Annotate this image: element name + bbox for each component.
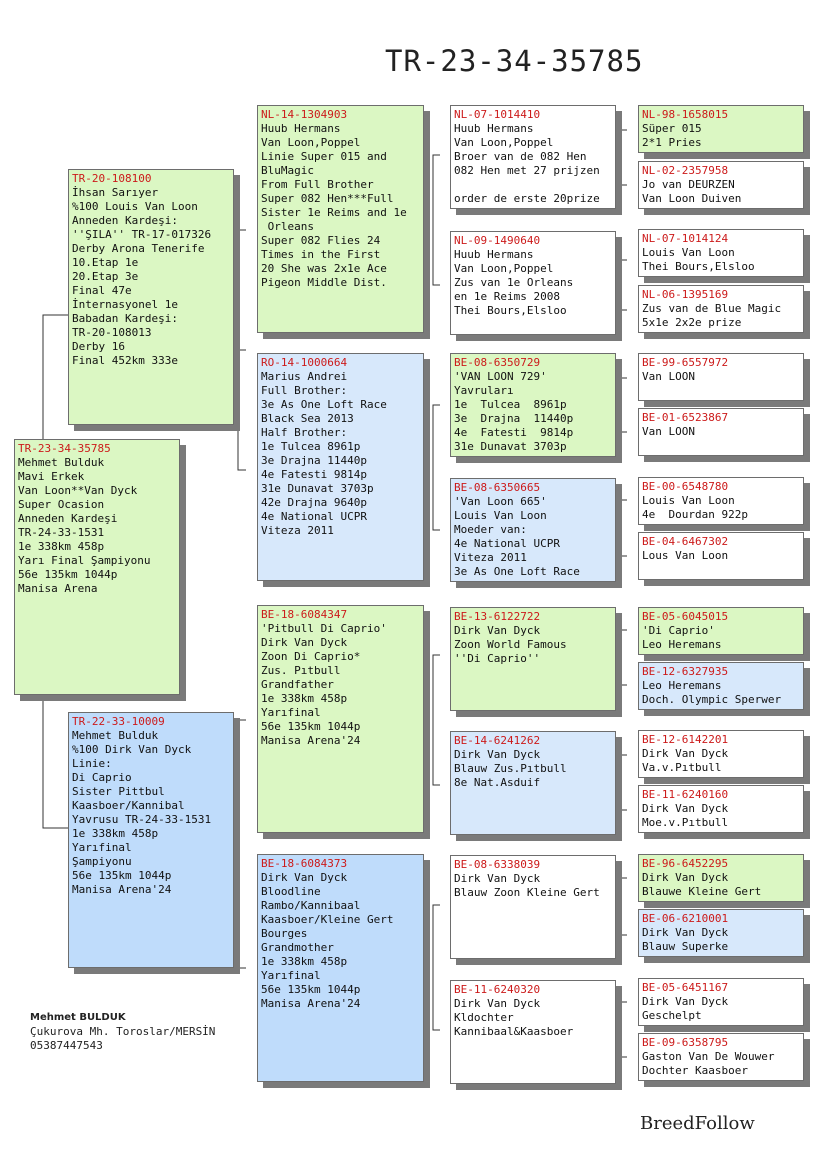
pigeon-info-line: 20 She was 2x1e Ace xyxy=(261,262,387,275)
pigeon-info-line: Van Loon Duiven xyxy=(642,192,742,205)
pigeon-info-line: ''Di Caprio'' xyxy=(454,652,541,665)
pigeon-info-line: Half Brother: xyxy=(261,426,348,439)
pigeon-card-g5-16 xyxy=(638,1033,804,1081)
pigeon-info-line: Super Ocasion xyxy=(18,498,105,511)
pigeon-info-line: Kldochter xyxy=(454,1011,514,1024)
pigeon-info-line: Grandmother xyxy=(261,941,334,954)
pigeon-info-line: Dirk Van Dyck xyxy=(261,871,348,884)
pigeon-card-dam-dam xyxy=(257,854,424,1082)
brand-logo-text: BreedFollow xyxy=(640,1113,755,1134)
ring-number: BE-01-6523867 xyxy=(642,411,729,424)
pigeon-info-line: 'Pitbull Di Caprio' xyxy=(261,622,387,635)
pigeon-card-sire-dam xyxy=(257,353,424,581)
pigeon-info-line: 20.Etap 3e xyxy=(72,270,139,283)
pigeon-info-line: 'VAN LOON 729' xyxy=(454,370,547,383)
pigeon-card-g5-11 xyxy=(638,730,804,778)
pigeon-info-line: Linie: xyxy=(72,757,112,770)
pigeon-info-line: From Full Brother xyxy=(261,178,374,191)
pigeon-info-line: Van Loon**Van Dyck xyxy=(18,484,138,497)
pigeon-card-sss xyxy=(450,105,616,209)
pigeon-info-line: Dirk Van Dyck xyxy=(454,624,541,637)
pigeon-info-line: Yavrusu TR-24-33-1531 xyxy=(72,813,212,826)
pigeon-info-line: Babadan Kardeşi: xyxy=(72,312,178,325)
pigeon-card-ssd xyxy=(450,231,616,335)
pigeon-info-line: Dirk Van Dyck xyxy=(261,636,348,649)
ring-number: TR-22-33-10009 xyxy=(72,715,165,728)
ring-number: RO-14-1000664 xyxy=(261,356,348,369)
pigeon-card-g5-13 xyxy=(638,854,804,902)
pigeon-info-line: 4e Fatesti 9814p xyxy=(261,468,367,481)
pigeon-info-line: Mehmet Bulduk xyxy=(72,729,159,742)
ring-number: BE-13-6122722 xyxy=(454,610,541,623)
pigeon-info-line: Yarı Final Şampiyonu xyxy=(18,554,151,567)
pigeon-info-line: 2*1 Pries xyxy=(642,136,702,149)
pigeon-info-line: Louis Van Loon xyxy=(642,246,735,259)
pigeon-info-line: Manisa Arena'24 xyxy=(261,997,361,1010)
pigeon-info-line: Bourges xyxy=(261,927,308,940)
pigeon-info-line: Van Loon,Poppel xyxy=(261,136,361,149)
pigeon-info-line: Dirk Van Dyck xyxy=(642,926,729,939)
pigeon-card-g5-8 xyxy=(638,532,804,580)
pigeon-info-line: 4e Fatesti 9814p xyxy=(454,426,574,439)
pigeon-info-line: Sister 1e Reims and 1e xyxy=(261,206,407,219)
pigeon-info-line: 4e Dourdan 922p xyxy=(642,508,748,521)
pigeon-info-line: Di Caprio xyxy=(72,771,132,784)
pigeon-card-dsd xyxy=(450,731,616,835)
pigeon-card-g5-4 xyxy=(638,285,804,333)
pigeon-card-g5-15 xyxy=(638,978,804,1026)
pigeon-card-g5-14 xyxy=(638,909,804,957)
pigeon-info-line: Van Loon,Poppel xyxy=(454,136,554,149)
pigeon-info-line: Dochter Kaasboer xyxy=(642,1064,748,1077)
pigeon-card-root xyxy=(14,439,180,695)
ring-number: BE-05-6451167 xyxy=(642,981,729,994)
pigeon-info-line: 1e 338km 458p xyxy=(72,827,159,840)
owner-address: Çukurova Mh. Toroslar/MERSİN xyxy=(30,1025,216,1038)
pigeon-info-line: 56e 135km 1044p xyxy=(261,983,361,996)
ring-number: NL-06-1395169 xyxy=(642,288,729,301)
pigeon-info-line: Anneden Kardeşi xyxy=(18,512,118,525)
pigeon-info-line: Louis Van Loon xyxy=(642,494,735,507)
pigeon-info-line: Louis Van Loon xyxy=(454,509,547,522)
pigeon-card-dss xyxy=(450,607,616,711)
ring-number: BE-11-6240160 xyxy=(642,788,729,801)
pigeon-info-line: Grandfather xyxy=(261,678,334,691)
pigeon-info-line: Blauwe Kleine Gert xyxy=(642,885,762,898)
pigeon-info-line: Van LOON xyxy=(642,370,695,383)
pigeon-info-line: 1e 338km 458p xyxy=(261,955,348,968)
ring-number: BE-04-6467302 xyxy=(642,535,729,548)
pigeon-info-line: Blauw Zus.Pıtbull xyxy=(454,762,567,775)
pigeon-info-line: Yarıfinal xyxy=(261,969,321,982)
pigeon-info-line: Van Loon,Poppel xyxy=(454,262,554,275)
pigeon-info-line: Kaasboer/Kannibal xyxy=(72,799,185,812)
pigeon-info-line: 1e Tulcea 8961p xyxy=(454,398,567,411)
pigeon-info-line: Black Sea 2013 xyxy=(261,412,354,425)
pigeon-info-line: TR-24-33-1531 xyxy=(18,526,105,539)
pigeon-info-line: Sister Pittbul xyxy=(72,785,165,798)
pigeon-info-line: Broer van de 082 Hen xyxy=(454,150,587,163)
pigeon-info-line: 3e As One Loft Race xyxy=(261,398,387,411)
pigeon-info-line: Manisa Arena'24 xyxy=(72,883,172,896)
pigeon-info-line: 3e Drajna 11440p xyxy=(454,412,574,425)
pigeon-info-line: Viteza 2011 xyxy=(454,551,527,564)
pigeon-info-line: Linie Super 015 and xyxy=(261,150,387,163)
pigeon-info-line: Thei Bours,Elsloo xyxy=(642,260,755,273)
pigeon-info-line: İnternasyonel 1e xyxy=(72,298,178,311)
pigeon-info-line: Van LOON xyxy=(642,425,695,438)
pigeon-info-line: Bloodline xyxy=(261,885,321,898)
pigeon-info-line: Gaston Van De Wouwer xyxy=(642,1050,775,1063)
pigeon-info-line: Blauw Superke xyxy=(642,940,729,953)
pigeon-info-line: Manisa Arena xyxy=(18,582,98,595)
pigeon-info-line: Mavi Erkek xyxy=(18,470,85,483)
pigeon-info-line: Final 452km 333e xyxy=(72,354,178,367)
pigeon-info-line: Dirk Van Dyck xyxy=(642,995,729,1008)
pigeon-info-line: 5x1e 2x2e prize xyxy=(642,316,742,329)
pigeon-info-line: Yarıfinal xyxy=(72,841,132,854)
pigeon-info-line: 082 Hen met 27 prijzen xyxy=(454,164,600,177)
pigeon-info-line: order de erste 20prize xyxy=(454,192,600,205)
ring-number: NL-98-1658015 xyxy=(642,108,729,121)
pigeon-info-line: ''ŞILA'' TR-17-017326 xyxy=(72,228,212,241)
pigeon-info-line: Leo Heremans xyxy=(642,638,722,651)
pigeon-card-g5-6 xyxy=(638,408,804,456)
pigeon-info-line: %100 Dirk Van Dyck xyxy=(72,743,192,756)
pigeon-info-line: Huub Hermans xyxy=(454,248,534,261)
pigeon-info-line: İhsan Sarıyer xyxy=(72,186,159,199)
pigeon-info-line: Süper 015 xyxy=(642,122,702,135)
ring-number: TR-23-34-35785 xyxy=(18,442,111,455)
ring-number: BE-05-6045015 xyxy=(642,610,729,623)
pigeon-info-line: Yavruları xyxy=(454,384,514,397)
pigeon-info-line: Leo Heremans xyxy=(642,679,722,692)
ring-number: NL-07-1014410 xyxy=(454,108,541,121)
owner-name: Mehmet BULDUK xyxy=(30,1012,126,1023)
pigeon-info-line: Moeder van: xyxy=(454,523,527,536)
ring-number: BE-14-6241262 xyxy=(454,734,541,747)
pigeon-info-line: Zus van 1e Orleans xyxy=(454,276,574,289)
pigeon-info-line: Mehmet Bulduk xyxy=(18,456,105,469)
ring-number: BE-96-6452295 xyxy=(642,857,729,870)
pigeon-info-line: Super 082 Flies 24 xyxy=(261,234,381,247)
pigeon-info-line: Manisa Arena'24 xyxy=(261,734,361,747)
pedigree-title: TR-23-34-35785 xyxy=(385,44,644,78)
pigeon-info-line: BluMagic xyxy=(261,164,314,177)
ring-number: BE-08-6350665 xyxy=(454,481,541,494)
pigeon-info-line: Dirk Van Dyck xyxy=(454,748,541,761)
ring-number: TR-20-108100 xyxy=(72,172,152,185)
pigeon-info-line: Jo van DEURZEN xyxy=(642,178,735,191)
pigeon-info-line: Geschelpt xyxy=(642,1009,702,1022)
pigeon-card-ddd xyxy=(450,980,616,1084)
pigeon-info-line: %100 Louis Van Loon xyxy=(72,200,198,213)
pigeon-info-line: Times in the First xyxy=(261,248,381,261)
pigeon-info-line: Huub Hermans xyxy=(261,122,341,135)
pigeon-info-line: 1e 338km 458p xyxy=(261,692,348,705)
pigeon-card-sdd xyxy=(450,478,616,582)
pigeon-info-line: 56e 135km 1044p xyxy=(72,869,172,882)
pigeon-card-g5-9 xyxy=(638,607,804,655)
pigeon-card-sds xyxy=(450,353,616,457)
ring-number: BE-09-6358795 xyxy=(642,1036,729,1049)
pigeon-info-line: Yarıfinal xyxy=(261,706,321,719)
ring-number: BE-99-6557972 xyxy=(642,356,729,369)
pigeon-info-line: Zus van de Blue Magic xyxy=(642,302,782,315)
pigeon-info-line: Kannibaal&Kaasboer xyxy=(454,1025,574,1038)
pigeon-info-line: Dirk Van Dyck xyxy=(642,802,729,815)
pigeon-info-line: Doch. Olympic Sperwer xyxy=(642,693,782,706)
pigeon-info-line: 31e Dunavat 3703p xyxy=(261,482,374,495)
ring-number: BE-08-6338039 xyxy=(454,858,541,871)
pigeon-info-line: en 1e Reims 2008 xyxy=(454,290,560,303)
pigeon-info-line: Dirk Van Dyck xyxy=(642,747,729,760)
pigeon-info-line: Huub Hermans xyxy=(454,122,534,135)
pigeon-info-line: Kaasboer/Kleine Gert xyxy=(261,913,394,926)
pigeon-info-line: Zoon World Famous xyxy=(454,638,567,651)
pigeon-info-line: 4e National UCPR xyxy=(261,510,367,523)
pigeon-info-line: Va.v.Pıtbull xyxy=(642,761,722,774)
ring-number: BE-18-6084347 xyxy=(261,608,348,621)
pigeon-card-g5-12 xyxy=(638,785,804,833)
pigeon-info-line: Derby 16 xyxy=(72,340,125,353)
pigeon-info-line: Dirk Van Dyck xyxy=(642,871,729,884)
pigeon-info-line: 3e As One Loft Race xyxy=(454,565,580,578)
pigeon-info-line: TR-20-108013 xyxy=(72,326,152,339)
pigeon-info-line: 'Di Caprio' xyxy=(642,624,715,637)
owner-phone: 05387447543 xyxy=(30,1039,103,1052)
pigeon-info-line: Lous Van Loon xyxy=(642,549,729,562)
pigeon-card-g5-7 xyxy=(638,477,804,525)
pigeon-card-dds xyxy=(450,855,616,959)
pigeon-info-line: 1e Tulcea 8961p xyxy=(261,440,361,453)
pigeon-info-line: 4e National UCPR xyxy=(454,537,560,550)
ring-number: NL-07-1014124 xyxy=(642,232,729,245)
ring-number: NL-14-1304903 xyxy=(261,108,348,121)
pigeon-card-g5-3 xyxy=(638,229,804,277)
pigeon-card-dam xyxy=(68,712,234,968)
pigeon-info-line: 56e 135km 1044p xyxy=(18,568,118,581)
ring-number: BE-18-6084373 xyxy=(261,857,348,870)
pigeon-info-line: 3e Drajna 11440p xyxy=(261,454,367,467)
pigeon-info-line: 10.Etap 1e xyxy=(72,256,139,269)
ring-number: BE-12-6327935 xyxy=(642,665,729,678)
pigeon-info-line: 56e 135km 1044p xyxy=(261,720,361,733)
pigeon-card-g5-1 xyxy=(638,105,804,153)
pigeon-info-line: Dirk Van Dyck xyxy=(454,997,541,1010)
pigeon-card-dam-sire xyxy=(257,605,424,833)
pigeon-info-line: Zus. Pıtbull xyxy=(261,664,341,677)
pigeon-info-line: Final 47e xyxy=(72,284,132,297)
pigeon-info-line: Dirk Van Dyck xyxy=(454,872,541,885)
pigeon-card-g5-10 xyxy=(638,662,804,710)
pigeon-info-line: 8e Nat.Asduif xyxy=(454,776,541,789)
ring-number: BE-06-6210001 xyxy=(642,912,729,925)
pigeon-info-line: Şampiyonu xyxy=(72,855,132,868)
pigeon-info-line: 31e Dunavat 3703p xyxy=(454,440,567,453)
ring-number: NL-09-1490640 xyxy=(454,234,541,247)
pigeon-card-sire-sire xyxy=(257,105,424,333)
pigeon-info-line: Anneden Kardeşi: xyxy=(72,214,178,227)
ring-number: NL-02-2357958 xyxy=(642,164,729,177)
pigeon-info-line xyxy=(454,178,612,192)
owner-info xyxy=(30,1011,215,1053)
pigeon-info-line: Blauw Zoon Kleine Gert xyxy=(454,886,600,899)
pigeon-info-line: 'Van Loon 665' xyxy=(454,495,547,508)
ring-number: BE-11-6240320 xyxy=(454,983,541,996)
pigeon-info-line: Zoon Di Caprio* xyxy=(261,650,361,663)
pigeon-info-line: 42e Drajna 9640p xyxy=(261,496,367,509)
pigeon-info-line: Full Brother: xyxy=(261,384,348,397)
ring-number: BE-08-6350729 xyxy=(454,356,541,369)
ring-number: BE-00-6548780 xyxy=(642,480,729,493)
pigeon-card-g5-2 xyxy=(638,161,804,209)
pigeon-info-line: Viteza 2011 xyxy=(261,524,334,537)
pigeon-info-line: Super 082 Hen***Full xyxy=(261,192,394,205)
ring-number: BE-12-6142201 xyxy=(642,733,729,746)
pigeon-info-line: 1e 338km 458p xyxy=(18,540,105,553)
pigeon-card-sire xyxy=(68,169,234,425)
pigeon-info-line: Marius Andrei xyxy=(261,370,348,383)
pigeon-info-line: Thei Bours,Elsloo xyxy=(454,304,567,317)
pigeon-info-line: Orleans xyxy=(261,220,314,233)
pigeon-card-g5-5 xyxy=(638,353,804,401)
pigeon-info-line: Derby Arona Tenerife xyxy=(72,242,205,255)
pigeon-info-line: Rambo/Kannibaal xyxy=(261,899,361,912)
pigeon-info-line: Moe.v.Pıtbull xyxy=(642,816,729,829)
pigeon-info-line: Pigeon Middle Dist. xyxy=(261,276,387,289)
